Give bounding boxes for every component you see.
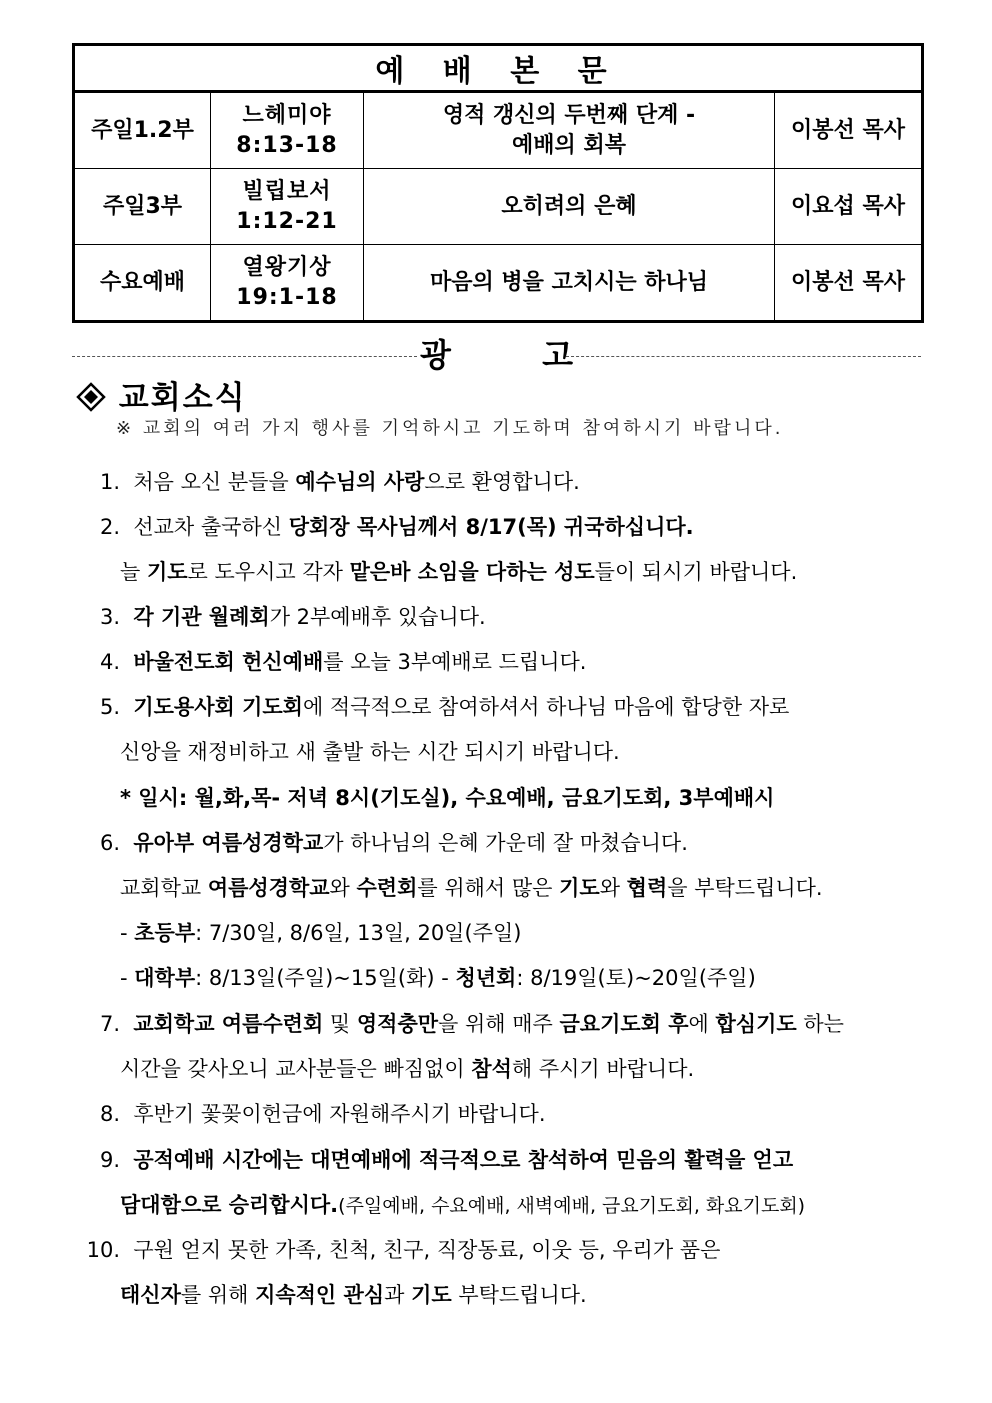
item-text: : 8/19일(토)~20일(주일): [516, 966, 756, 990]
scripture-book: 열왕기상: [242, 254, 332, 280]
college-youth-schedule: [120, 963, 756, 993]
item-number: 9.: [99, 1148, 120, 1172]
sermon-title-line: 영적 갱신의 두번째 단계 -: [442, 102, 696, 128]
item-text: 부탁드립니다.: [451, 1283, 587, 1307]
advertisement-title: 광 고: [420, 336, 613, 374]
item-text: : 8/13일(주일)~15일(화) -: [195, 966, 456, 990]
item-emphasis: 예수님의 사랑: [295, 470, 425, 494]
item-emphasis: 청년회: [455, 966, 517, 990]
scripture-passage: [211, 92, 364, 169]
schedule-title: 예 배 본 문: [74, 45, 923, 92]
elementary-schedule: [120, 918, 521, 948]
item-text: -: [120, 966, 135, 990]
item-text: 로 도우시고 각자: [187, 560, 350, 584]
item-text: : 7/30일, 8/6일, 13일, 20일(주일): [195, 921, 522, 945]
scripture-verse: 1:12-21: [236, 208, 338, 234]
diamond-bullet-icon: [76, 382, 106, 412]
item-text: 을 부탁드립니다.: [667, 876, 823, 900]
sermon-schedule-table: [72, 43, 924, 323]
notice-item-continuation: [120, 873, 823, 903]
item-text: 에 적극적으로 참여하셔서 하나님 마음에 합당한 자로: [302, 695, 790, 719]
notice-item-continuation: [120, 1054, 694, 1084]
service-name: 주일1.2부: [74, 92, 211, 169]
item-emphasis: 바울전도회 헌신예배: [133, 650, 324, 674]
item-emphasis: 영적충만: [356, 1012, 439, 1036]
item-text: 늘: [120, 560, 147, 584]
item-text: (주일예배, 수요예배, 새벽예배, 금요기도회, 화요기도회): [338, 1195, 806, 1217]
item-text: 구원 얻지 못한 가족, 친척, 친구, 직장동료, 이웃 등, 우리가 품은: [133, 1238, 721, 1262]
scripture-verse: 8:13-18: [236, 132, 338, 158]
item-text: 들이 되시기 바랍니다.: [594, 560, 798, 584]
item-emphasis: 금요기도회 후: [559, 1012, 689, 1036]
item-number: 6.: [99, 831, 120, 855]
item-number: 7.: [99, 1012, 120, 1036]
item-emphasis: 각 기관 월례회: [133, 605, 270, 629]
item-text: 를 오늘 3부예배로 드립니다.: [323, 650, 587, 674]
schedule-row: [74, 92, 923, 169]
item-text: 를 위해서 많은: [417, 876, 560, 900]
item-text: 교회학교: [120, 876, 208, 900]
item-text: 해 주시기 바랍니다.: [511, 1057, 695, 1081]
notice-item-continuation: [120, 1280, 587, 1310]
item-text: -: [120, 921, 135, 945]
item-text: 시간을 갖사오니 교사분들은 빠짐없이: [120, 1057, 472, 1081]
item-number: 1.: [99, 470, 120, 494]
item-emphasis: 교회학교 여름수련회: [133, 1012, 324, 1036]
scripture-passage: [211, 245, 364, 322]
sermon-title-line: 예배의 회복: [512, 132, 626, 158]
item-number: 5.: [99, 695, 120, 719]
notice-item: [72, 467, 580, 497]
item-emphasis: 당회장 목사님께서 8/17(목) 귀국하십니다.: [288, 515, 694, 539]
item-text: 및: [323, 1012, 357, 1036]
preacher: 이봉선 목사: [775, 245, 923, 322]
item-emphasis: 기도: [559, 876, 600, 900]
item-text: 를 위해: [180, 1283, 256, 1307]
service-name: 주일3부: [74, 169, 211, 245]
item-emphasis: 여름성경학교: [207, 876, 330, 900]
church-news-subtitle: ※ 교회의 여러 가지 행사를 기억하시고 기도하며 참여하시기 바랍니다.: [116, 418, 784, 439]
scripture-book: 느헤미야: [242, 102, 332, 128]
item-emphasis: 지속적인 관심: [255, 1283, 385, 1307]
notice-item: [72, 828, 688, 858]
scripture-passage: [211, 169, 364, 245]
notice-item-continuation: [120, 1190, 805, 1221]
item-emphasis: 초등부: [134, 921, 196, 945]
service-name: 수요예배: [74, 245, 211, 322]
item-text: 와: [329, 876, 357, 900]
item-text: 후반기 꽃꽂이헌금에 자원해주시기 바랍니다.: [133, 1102, 546, 1126]
item-text: 와: [599, 876, 627, 900]
notice-item: [72, 1145, 793, 1175]
sermon-title: [364, 92, 775, 169]
church-news-title: 교회소식: [118, 380, 247, 416]
item-emphasis: 참석: [471, 1057, 512, 1081]
preacher: 이봉선 목사: [775, 92, 923, 169]
item-text: 에: [688, 1012, 716, 1036]
church-news-heading: [76, 372, 247, 417]
item-text: 처음 오신 분들을: [133, 470, 296, 494]
notice-item: [72, 512, 694, 542]
item-number: 10.: [86, 1238, 120, 1262]
item-text: 가 하나님의 은혜 가운데 잘 마쳤습니다.: [323, 831, 688, 855]
item-emphasis: 담대함으로 승리합시다.: [120, 1193, 339, 1217]
item-emphasis: 맡은바 소임을 다하는 성도: [349, 560, 595, 584]
notice-item: [72, 1009, 844, 1039]
item-emphasis: 기도: [411, 1283, 452, 1307]
advertisement-header: [72, 330, 921, 374]
item-emphasis: 기도: [146, 560, 188, 584]
item-emphasis: 수련회: [356, 876, 418, 900]
item-emphasis: 공적예배 시간에는 대면예배에 적극적으로 참석하여 믿음의 활력을 얻고: [133, 1148, 794, 1172]
item-emphasis: 기도용사회 기도회: [133, 695, 303, 719]
sermon-title: 오히려의 은혜: [364, 169, 775, 245]
notice-item-continuation: 신앙을 재정비하고 새 출발 하는 시간 되시기 바랍니다.: [120, 740, 620, 764]
notice-item: [72, 1235, 720, 1265]
item-text: 으로 환영합니다.: [424, 470, 580, 494]
preacher: 이요섭 목사: [775, 169, 923, 245]
notice-item: [72, 647, 586, 677]
item-text: 하는: [796, 1012, 844, 1036]
sermon-title: 마음의 병을 고치시는 하나님: [364, 245, 775, 322]
item-number: 4.: [99, 650, 120, 674]
notice-item: [72, 692, 789, 722]
schedule-row: [74, 245, 923, 322]
notice-item: [72, 1099, 546, 1129]
schedule-row: [74, 169, 923, 245]
notice-item: [72, 602, 486, 632]
scripture-verse: 19:1-18: [236, 284, 338, 310]
item-number: 3.: [99, 605, 120, 629]
item-emphasis: 태신자: [120, 1283, 181, 1307]
item-emphasis: 대학부: [134, 966, 196, 990]
item-emphasis: 유아부 여름성경학교: [133, 831, 324, 855]
item-text: 선교차 출국하신: [133, 515, 289, 539]
scripture-book: 빌립보서: [242, 178, 332, 204]
prayer-meeting-schedule: * 일시: 월,화,목- 저녁 8시(기도실), 수요예배, 금요기도회, 3부예배시: [120, 786, 775, 810]
item-emphasis: 합심기도: [715, 1012, 797, 1036]
notice-item-continuation: [120, 557, 797, 587]
item-text: 가 2부예배후 있습니다.: [269, 605, 486, 629]
item-number: 8.: [99, 1102, 120, 1126]
item-number: 2.: [99, 515, 120, 539]
dashed-divider-right: [566, 356, 921, 357]
item-text: 과: [384, 1283, 412, 1307]
item-emphasis: 협력: [626, 876, 668, 900]
item-text: 을 위해 매주: [438, 1012, 560, 1036]
